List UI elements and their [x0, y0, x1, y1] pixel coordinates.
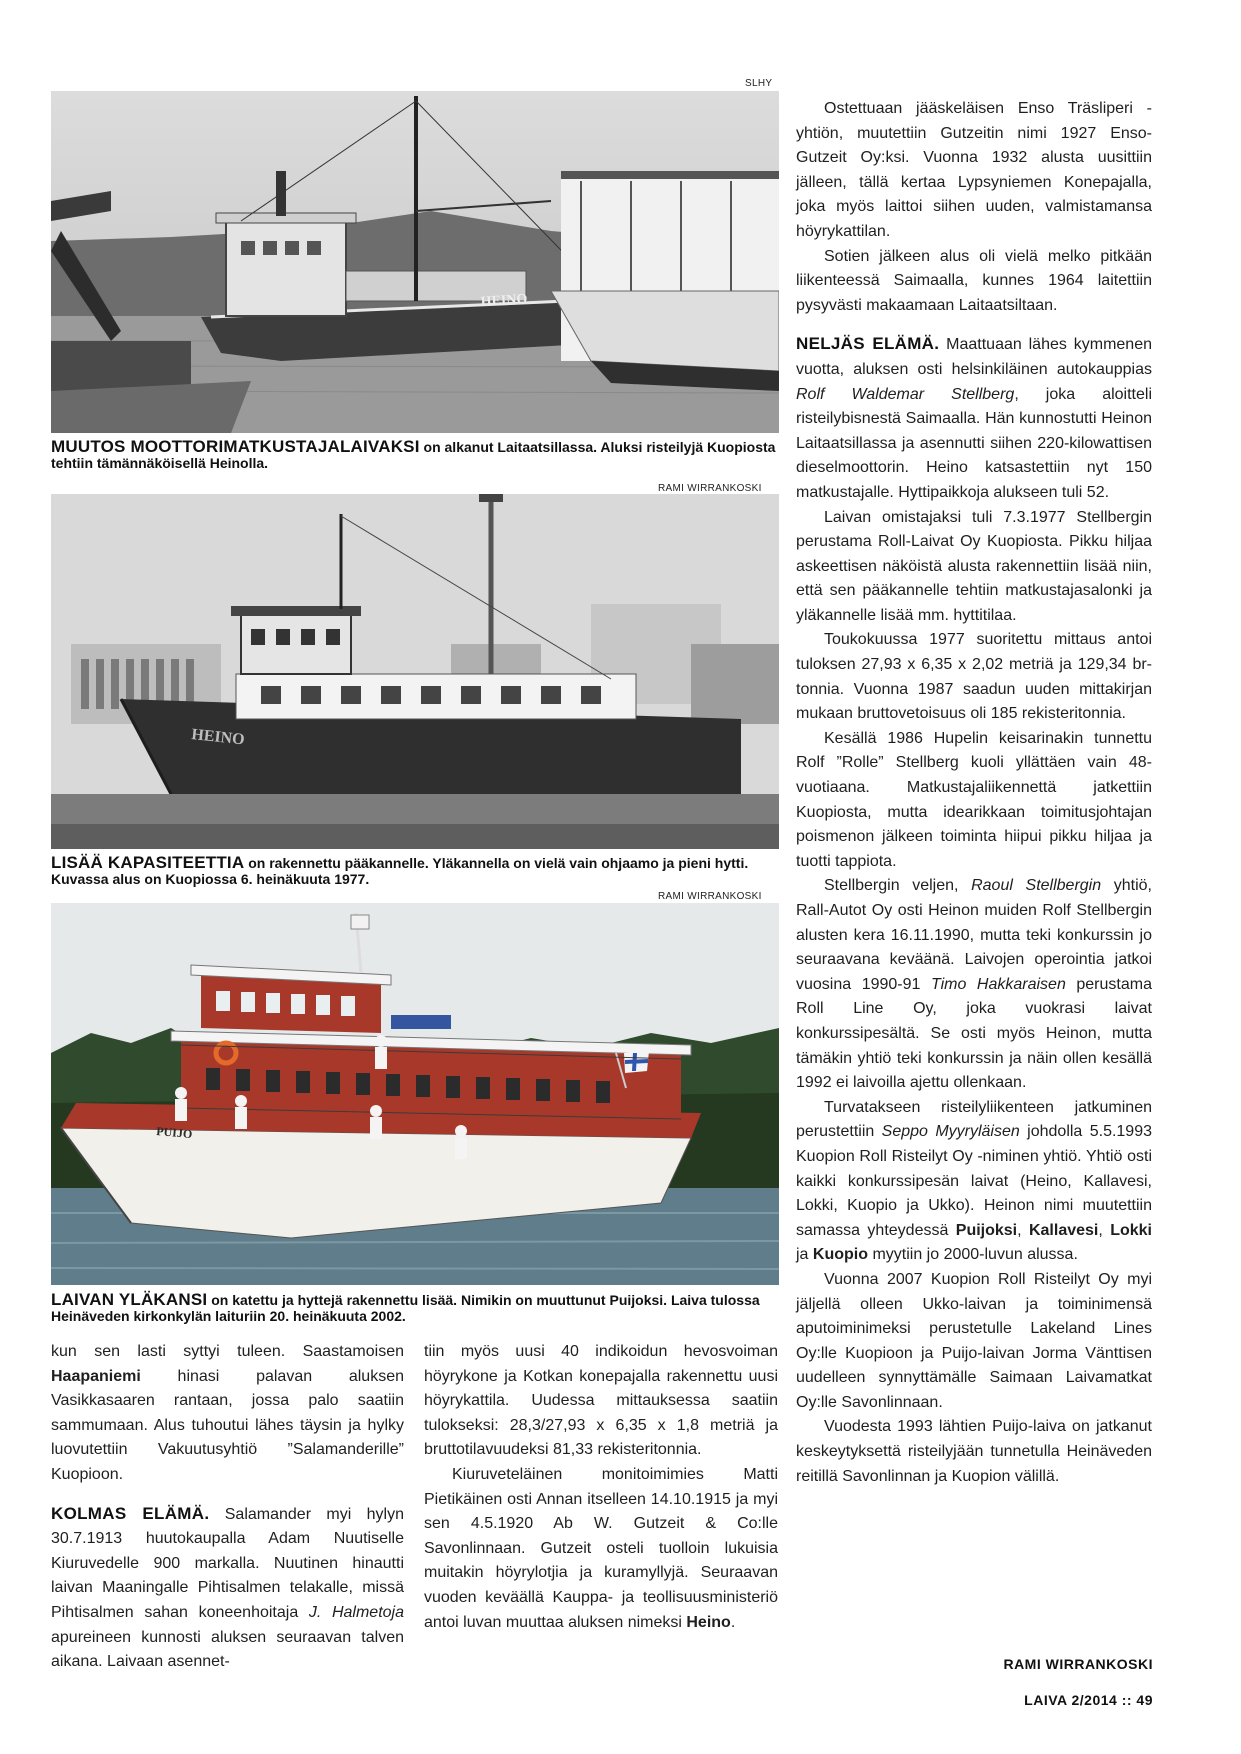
caption-text: on katettu ja hyttejä rakennettu lisää. Nimikin on muuttunut Puijoksi. Laiva tulossa Heinäveden kirkonkylän laituriin 20. heinäkuuta 2002.	[51, 1292, 760, 1324]
paragraph: Turvatakseen risteilyliikenteen jatkuminen perustettiin Seppo Myyryläisen johdolla 5.5.1993 Kuopion Roll Risteilyt Oy -niminen yhtiö. Yhtiö osti kaikki konkurssipesän laivat (Heino, Kallavesi, Lokki, Kuopio ja Ukko). Heinon nimi muutettiin samassa yhteydessä Puijoksi, Kallavesi, Lokki ja Kuopio myytiin jo 2000-luvun alussa.	[796, 1098, 1152, 1264]
photo-caption	[51, 439, 779, 471]
section-heading: KOLMAS ELÄMÄ.	[51, 1503, 210, 1523]
paragraph: kun sen lasti syttyi tuleen. Saastamoisen Haapaniemi hinasi palavan aluksen Vasikkasaaren rantaan, jossa palo saatiin sammumaan. Alus tuhoutui lähes täysin ja hylky luovutettiin Vakuutusyhtiö ”Salamanderille” Kuopioon.	[51, 1343, 404, 1483]
boat-name-label: PUIJO	[155, 1124, 193, 1142]
photo-caption	[51, 1292, 779, 1324]
article-column-middle	[424, 1340, 778, 1635]
photo-heino-kuopio-1977	[51, 494, 779, 849]
paragraph: tiin myös uusi 40 indikoidun hevosvoiman höyrykone ja Kotkan konepajalla rakennettu uusi höyrykattila. Uudessa mittauksessa saatiin tulokseksi: 28,3/27,93 x 6,35 x 1,8 metriä ja bruttotilavuudeksi 81,33 rekisteritonnia.	[424, 1343, 778, 1459]
caption-lead: LISÄÄ KAPASITEETTIA	[51, 853, 245, 872]
photo-credit: RAMI WIRRANKOSKI	[658, 483, 762, 494]
article-column-right	[796, 97, 1152, 1489]
author-byline: RAMI WIRRANKOSKI	[1003, 1656, 1153, 1672]
caption-text: on rakennettu pääkannelle. Yläkannella on vielä vain ohjaamo ja pieni hytti. Kuvassa alus on Kuopiossa 6. heinäkuuta 1977.	[51, 855, 749, 887]
section-heading: NELJÄS ELÄMÄ.	[796, 334, 940, 354]
photo-puijo-heinavesi-2002	[51, 903, 779, 1285]
page-folio: LAIVA 2/2014 :: 49	[1024, 1692, 1153, 1708]
paragraph: Toukokuussa 1977 suoritettu mittaus antoi tuloksen 27,93 x 6,35 x 2,02 metriä ja 129,34 br-tonnia. Vuonna 1987 saadun uuden mittakirjan mukaan bruttovetoisuus oli 185 rekisteritonnia.	[796, 631, 1152, 723]
photo-credit: SLHY	[745, 78, 773, 89]
section-paragraph: KOLMAS ELÄMÄ. Salamander myi hylyn 30.7.1913 huutokaupalla Adam Nuutiselle Kiuruvedelle 900 markalla. Nuutinen hinautti laivan Maaningalle Pihtisalmen telakalle, missä Pihtisalmen sahan koneenhoitaja J. Halmetoja apureineen kunnosti aluksen seuraavan talven aikana. Laivaan asennet-	[51, 1503, 404, 1671]
photo-credit: RAMI WIRRANKOSKI	[658, 891, 762, 902]
paragraph: Stellbergin veljen, Raoul Stellbergin yhtiö, Rall-Autot Oy osti Heinon muiden Rolf Stellbergin alusten kera 16.11.1990, mutta teki konkurssin jo seuraavana keväänä. Laivojen operointia jatkoi vuosina 1990-91 Timo Hakkaraisen perustama Roll Line Oy, joka vuokrasi laivat konkurssipesältä. Se osti myös Heinon, mutta tämäkin yhtiö teki konkurssin ja näin ollen kesällä 1992 ei laivoilla ajettu ollenkaan.	[796, 877, 1152, 1092]
paragraph: Laivan omistajaksi tuli 7.3.1977 Stellbergin perustama Roll-Laivat Oy Kuopiosta. Pikku hiljaa askeettisen näköistä alusta rakennettiin lisää niin, että sen pääkannelle tehtiin matkustajasalonki ja yläkannelle lisää mm. hyttitilaa.	[796, 508, 1152, 624]
paragraph: Vuodesta 1993 lähtien Puijo-laiva on jatkanut keskeytyksettä risteilyjään tunnetulla Heinäveden reitillä Savonlinnan ja Kuopion välillä.	[796, 1418, 1152, 1485]
caption-lead: LAIVAN YLÄKANSI	[51, 1290, 208, 1309]
boat-name-label: HEINO	[190, 726, 246, 749]
boat-name-label: HEINO	[480, 291, 528, 310]
article-column-left	[51, 1340, 404, 1675]
paragraph: Sotien jälkeen alus oli vielä melko pitkään liikenteessä Saimaalla, kunnes 1964 laitettiin pysyvästi makaamaan Laitaatsiltaan.	[796, 247, 1152, 314]
photo-caption	[51, 855, 779, 887]
paragraph: Ostettuaan jääskeläisen Enso Träsliperi -yhtiön, muutettiin Gutzeitin nimi 1927 Enso-Gutzeit Oy:ksi. Vuonna 1932 alusta uusittiin jälleen, tällä kertaa Lypsyniemen Konepajalla, joka myös laittoi siihen uuden, valmistamansa höyrykattilan.	[796, 100, 1152, 240]
section-paragraph: NELJÄS ELÄMÄ. Maattuaan lähes kymmenen vuotta, aluksen osti helsinkiläinen autokauppias Rolf Waldemar Stellberg, joka aloitteli risteilybisnestä Saimaalla. Hän kunnostutti Heinon Laitaatsillassa ja asennutti siihen 220-kilowattisen dieselmoottorin. Heino katsastettiin nyt 150 matkustajalle. Hyttipaikkoja alukseen tuli 52.	[796, 334, 1152, 501]
caption-lead: MUUTOS MOOTTORIMATKUSTAJALAIVAKSI	[51, 437, 420, 456]
paragraph: Vuonna 2007 Kuopion Roll Risteilyt Oy myi jäljellä olleen Ukko-laivan ja toiminimensä aputoiminimeksi perustetulle Lakeland Lines Oy:lle Kuopioon ja Puijo-laivan Jorma Vänttisen uudelleen synnyttämälle Saimaan Laivamatkat Oy:lle Savonlinnaan.	[796, 1270, 1152, 1411]
caption-text: on alkanut Laitaatsillassa. Aluksi risteilyjä Kuopiosta tehtiin tämännäköisellä Heinolla.	[51, 439, 776, 471]
name-haapaniemi: Haapaniemi	[51, 1367, 141, 1385]
photo-heino-laitaatsilta	[51, 91, 779, 433]
paragraph: Kiuruveteläinen monitoimimies Matti Pietikäinen osti Annan itselleen 14.10.1915 ja myi sen 4.5.1920 Ab W. Gutzeit & Co:lle Savonlinnaan. Gutzeit osteli tuolloin lukuisia muitakin höyrylotjia ja kuramyllyjä. Seuraavan vuoden keväällä Kauppa- ja teollisuusministeriö antoi luvan muuttaa aluksen nimeksi Heino.	[424, 1465, 778, 1631]
paragraph: Kesällä 1986 Hupelin keisarinakin tunnettu Rolf ”Rolle” Stellberg kuoli yllättäen vain 48-vuotiaana. Matkustajaliikennettä jatkettiin Kuopiosta, mutta idearikkaan toimitusjohtajan poismenon jälkeen toiminta hiipui pikku hiljaa ja tuotti tappiota.	[796, 729, 1152, 870]
